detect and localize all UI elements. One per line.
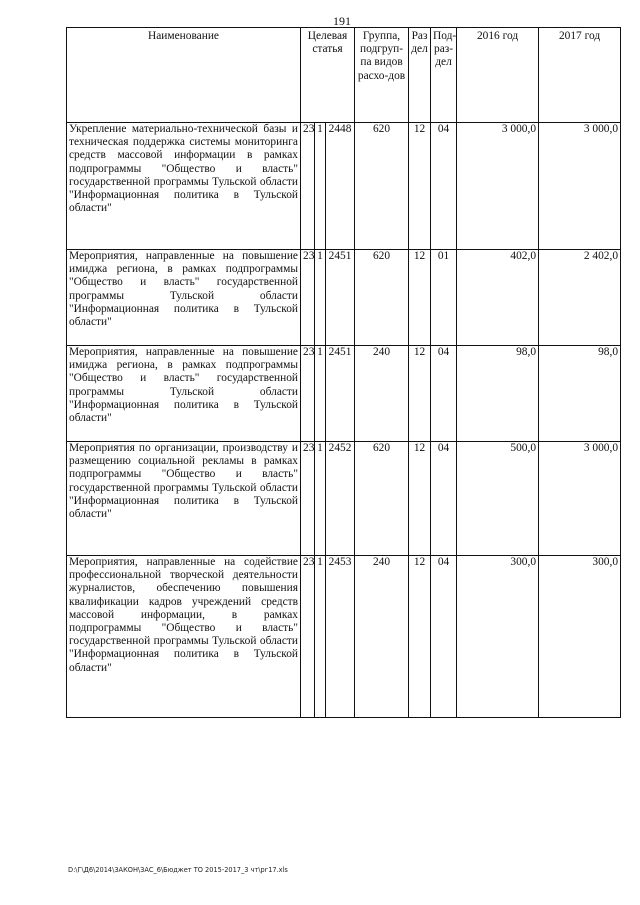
row-program: 23 (301, 556, 315, 718)
row-amount-2017: 98,0 (539, 346, 621, 442)
row-code: 2448 (326, 123, 355, 250)
row-subsection: 01 (431, 250, 457, 346)
table-row (67, 556, 621, 718)
row-code: 2452 (326, 442, 355, 556)
row-name: Мероприятия, направленные на повышение имиджа региона, в рамках подпрограммы "Общество и власть" государственной программы Тульской области "Информационная политика в Тульской области" (67, 250, 301, 346)
row-section: 12 (409, 556, 431, 718)
header-row (67, 28, 621, 123)
row-amount-2017: 2 402,0 (539, 250, 621, 346)
row-subsection: 04 (431, 123, 457, 250)
table-row (67, 346, 621, 442)
row-amount-2016: 98,0 (457, 346, 539, 442)
row-expense-group: 620 (355, 123, 409, 250)
row-subprogram: 1 (315, 123, 326, 250)
row-amount-2017: 3 000,0 (539, 123, 621, 250)
row-subsection: 04 (431, 346, 457, 442)
row-expense-group: 620 (355, 442, 409, 556)
row-expense-group: 620 (355, 250, 409, 346)
file-path-footer: D:\Г\Д6\2014\ЗАКОН\ЗАС_6\Бюджет ТО 2015-2017_3 чт\рг17.xls (68, 866, 288, 874)
row-section: 12 (409, 250, 431, 346)
row-amount-2016: 300,0 (457, 556, 539, 718)
row-amount-2017: 3 000,0 (539, 442, 621, 556)
header-year-2017: 2017 год (539, 28, 621, 123)
table-row (67, 250, 621, 346)
row-code: 2451 (326, 346, 355, 442)
row-program: 23 (301, 250, 315, 346)
row-subprogram: 1 (315, 250, 326, 346)
row-subsection: 04 (431, 556, 457, 718)
header-year-2016: 2016 год (457, 28, 539, 123)
row-section: 12 (409, 442, 431, 556)
header-section: Раз дел (409, 28, 431, 123)
header-name: Наименование (67, 28, 301, 123)
row-subprogram: 1 (315, 346, 326, 442)
row-name: Мероприятия, направленные на содействие профессиональной творческой деятельности журналистов, обеспечению повышения квалификации кадров учреждений средств массовой информации, в рамках подпрограммы "Общество и власть" государственной программы Тульской области "Информационная политика в Тульской области" (67, 556, 301, 718)
row-program: 23 (301, 123, 315, 250)
row-amount-2016: 3 000,0 (457, 123, 539, 250)
header-subsection: Под-раз-дел (431, 28, 457, 123)
row-section: 12 (409, 346, 431, 442)
row-amount-2016: 402,0 (457, 250, 539, 346)
header-expense-group: Группа, подгруп-па видов расхо-дов (355, 28, 409, 123)
row-subprogram: 1 (315, 556, 326, 718)
row-subprogram: 1 (315, 442, 326, 556)
table-row (67, 442, 621, 556)
row-subsection: 04 (431, 442, 457, 556)
row-expense-group: 240 (355, 346, 409, 442)
row-code: 2451 (326, 250, 355, 346)
row-expense-group: 240 (355, 556, 409, 718)
row-name: Мероприятия, направленные на повышение имиджа региона, в рамках подпрограммы "Общество и власть" государственной программы Тульской области "Информационная политика в Тульской области" (67, 346, 301, 442)
page-number: 191 (333, 14, 351, 28)
row-name: Мероприятия по организации, производству и размещению социальной рекламы в рамках подпрограммы "Общество и власть" государственной программы Тульской области "Информационная политика в Тульской области" (67, 442, 301, 556)
row-amount-2016: 500,0 (457, 442, 539, 556)
table-row (67, 123, 621, 250)
row-program: 23 (301, 346, 315, 442)
header-target-article: Целевая статья (301, 28, 355, 123)
row-program: 23 (301, 442, 315, 556)
row-code: 2453 (326, 556, 355, 718)
budget-table (66, 27, 621, 718)
row-name: Укрепление материально-технической базы и техническая поддержка системы мониторинга средств массовой информации в рамках подпрограммы "Общество и власть" государственной программы Тульской области "Информационная политика в Тульской области" (67, 123, 301, 250)
row-section: 12 (409, 123, 431, 250)
row-amount-2017: 300,0 (539, 556, 621, 718)
